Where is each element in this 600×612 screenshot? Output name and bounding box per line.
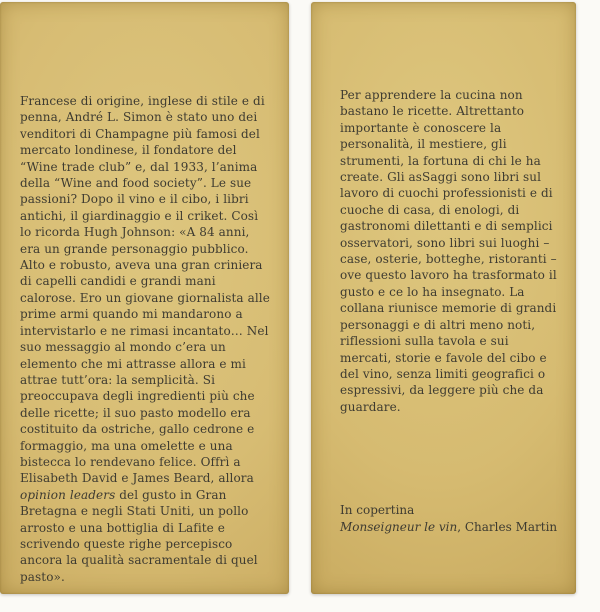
left-paragraph-text-start: Francese di origine, inglese di stile e di penna, André L. Simon è stato uno dei venditori di Champagne più famosi del mercato londinese, il fondatore del “Wine trade club” e, dal 1933, l’anima della “Wine and food society”. Le sue passioni? Dopo il vino e il cibo, i libri antichi, il giardinaggio e il criket. Così lo ricorda Hugh Johnson: «A 84 anni, era un grande personaggio pubblico. Alto e robusto, aveva una gran criniera di capelli candidi e grandi mani calorose. Ero un giovane giornalista alle prime armi quando mi mandarono a intervistarlo e ne rimasi incantato… Nel suo messaggio al mondo c’era un elemento che mi attrasse allora e mi attrae tutt’ora: la semplicità. Si preoccupava degli ingredienti più che delle ricette; il suo pasto modello era costituito da ostriche, gallo cedrone e formaggio, ma una omelette e una bistecca lo rendevano felice. Offrì a Elisabeth David e James Beard, allora [20, 94, 270, 486]
right-flap-paragraph: Per apprendere la cucina non bastano le ricette. Altrettanto importante è conoscere la personalità, il mestiere, gli strumenti, la fortuna di chi le ha create. Gli asSaggi sono libri sul lavoro di cuochi professionisti e di cuoche di casa, di enologi, di gastronomi dilettanti e di semplici osservatori, sono libri sui luoghi – case, osterie, botteghe, ristoranti – ove questo lavoro ha trasformato il gusto e ce lo ha insegnato. La collana riunisce memorie di grandi personaggi e di altri meno noti, riflessioni sulla tavola e sui mercati, storie e favole del cibo e del vino, senza limiti geografici o espressivi, da leggere più che da guardare. [340, 88, 557, 414]
left-flap-paragraph [0, 2, 289, 585]
cover-credit-title-italic: Monseigneur le vin [340, 520, 458, 534]
left-flap-page [0, 2, 289, 594]
cover-credit-title-rest: , Charles Martin [457, 520, 558, 534]
right-flap-page [311, 2, 576, 594]
cover-credit-caption [340, 502, 562, 536]
left-paragraph-italic-phrase: opinion leaders [20, 487, 116, 502]
cover-credit-label: In copertina [340, 503, 415, 517]
left-paragraph-text-end: del gusto in Gran Bretagna e negli Stati Uniti, un pollo arrosto e una bottiglia di Lafite e scrivendo queste righe percepisco ancora la qualità sacramentale di quel pasto». [20, 487, 258, 584]
cover-credit-title-line [340, 519, 562, 536]
